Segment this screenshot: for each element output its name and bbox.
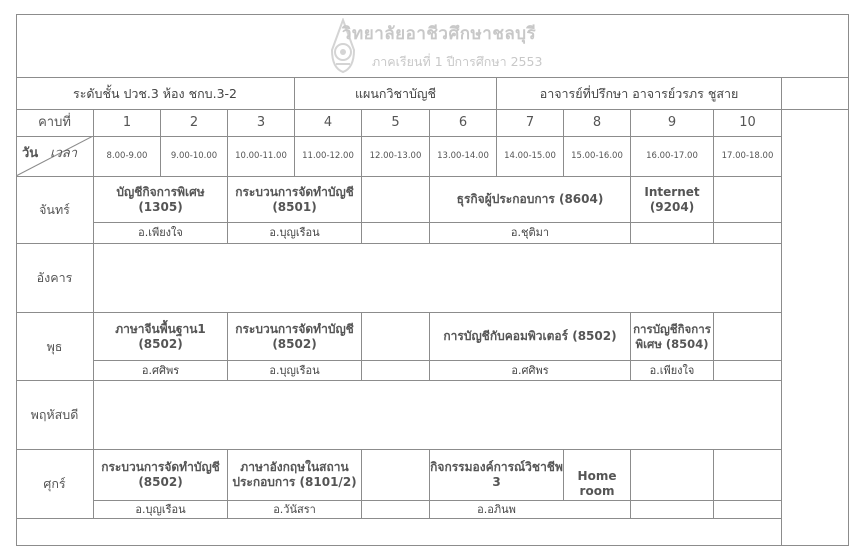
time-slot: 15.00-16.00 — [571, 151, 623, 162]
period-number: 6 — [458, 114, 468, 130]
wed-teacher-1: อ.ศศิพร — [141, 363, 180, 377]
wed-subject-2: กระบวนการจัดทำบัญชี (8502) — [235, 321, 354, 351]
fri-subject-2: ภาษาอังกฤษในสถานประกอบการ (8101/2) — [232, 460, 357, 489]
mon-teacher-3: อ.ชุติมา — [510, 226, 550, 240]
wed-teacher-2: อ.บุญเรือน — [269, 363, 320, 377]
mon-teacher-2: อ.บุญเรือน — [269, 226, 320, 240]
time-slot: 9.00-10.00 — [170, 151, 218, 162]
fri-teacher-2: อ.วันัสรา — [273, 502, 316, 516]
period-number: 5 — [391, 114, 400, 130]
time-slot: 11.00-12.00 — [302, 151, 354, 162]
period-number: 10 — [739, 114, 756, 130]
period-number: 2 — [189, 114, 199, 130]
fri-homeroom: Home room — [577, 469, 617, 498]
fri-subject-3: กิจกรรมองค์การณ์วิชาชีพ 3 — [430, 460, 563, 489]
day-tuesday: อังคาร — [36, 270, 73, 286]
time-slot: 8.00-9.00 — [106, 151, 148, 162]
day-axis-label: วัน — [22, 146, 39, 161]
period-number: 8 — [592, 114, 602, 130]
time-axis-label: เวลา — [50, 146, 78, 161]
day-monday: จันทร์ — [39, 202, 70, 218]
fri-subject-1: กระบวนการจัดทำบัญชี (8502) — [101, 460, 220, 489]
advisor: อาจารย์ที่ปรึกษา อาจารย์วรภร ชูสาย — [539, 85, 739, 101]
wed-teacher-4: อ.เพียงใจ — [649, 363, 695, 377]
class-level: ระดับชั้น ปวช.3 ห้อง ชกบ.3-2 — [72, 85, 238, 101]
mon-teacher-1: อ.เพียงใจ — [138, 226, 183, 240]
period-number: 4 — [323, 114, 333, 130]
period-number: 3 — [256, 114, 266, 130]
time-slot: 13.00-14.00 — [437, 151, 489, 162]
college-name: วิทยาลัยอาชีวศึกษาชลบุรี — [342, 24, 537, 44]
mon-subject-3: ธุรกิจผู้ประกอบการ (8604) — [456, 192, 604, 206]
term-label: ภาคเรียนที่ 1 ปีการศึกษา 2553 — [372, 54, 543, 69]
day-friday: ศุกร์ — [43, 476, 66, 492]
wed-teacher-3: อ.ศศิพร — [511, 363, 549, 377]
fri-teacher-1: อ.บุญเรือน — [135, 502, 186, 516]
period-label: คาบที่ — [38, 114, 71, 130]
mon-subject-1: บัญชีกิจการพิเศษ (1305) — [116, 184, 205, 214]
day-thursday: พฤหัสบดี — [30, 407, 79, 423]
period-number: 1 — [122, 114, 132, 130]
wed-subject-4: การบัญชีกิจการพิเศษ (8504) — [633, 322, 711, 351]
time-slot: 16.00-17.00 — [646, 151, 698, 162]
mon-subject-4: Internet (9204) — [644, 184, 700, 214]
period-number: 7 — [525, 114, 535, 130]
mon-subject-2: กระบวนการจัดทำบัญชี (8501) — [235, 184, 354, 214]
period-number: 9 — [667, 114, 677, 130]
day-wednesday: พุธ — [46, 338, 63, 354]
fri-teacher-3: อ.อภินพ — [477, 502, 516, 516]
time-slot: 14.00-15.00 — [504, 151, 556, 162]
time-slot: 10.00-11.00 — [235, 151, 287, 162]
wed-subject-3: การบัญชีกับคอมพิวเตอร์ (8502) — [443, 329, 617, 343]
time-slot: 12.00-13.00 — [369, 151, 422, 162]
wed-subject-1: ภาษาจีนพื้นฐาน1 (8502) — [115, 321, 206, 351]
department: แผนกวิชาบัญชี — [354, 85, 437, 101]
time-slot: 17.00-18.00 — [721, 151, 774, 162]
